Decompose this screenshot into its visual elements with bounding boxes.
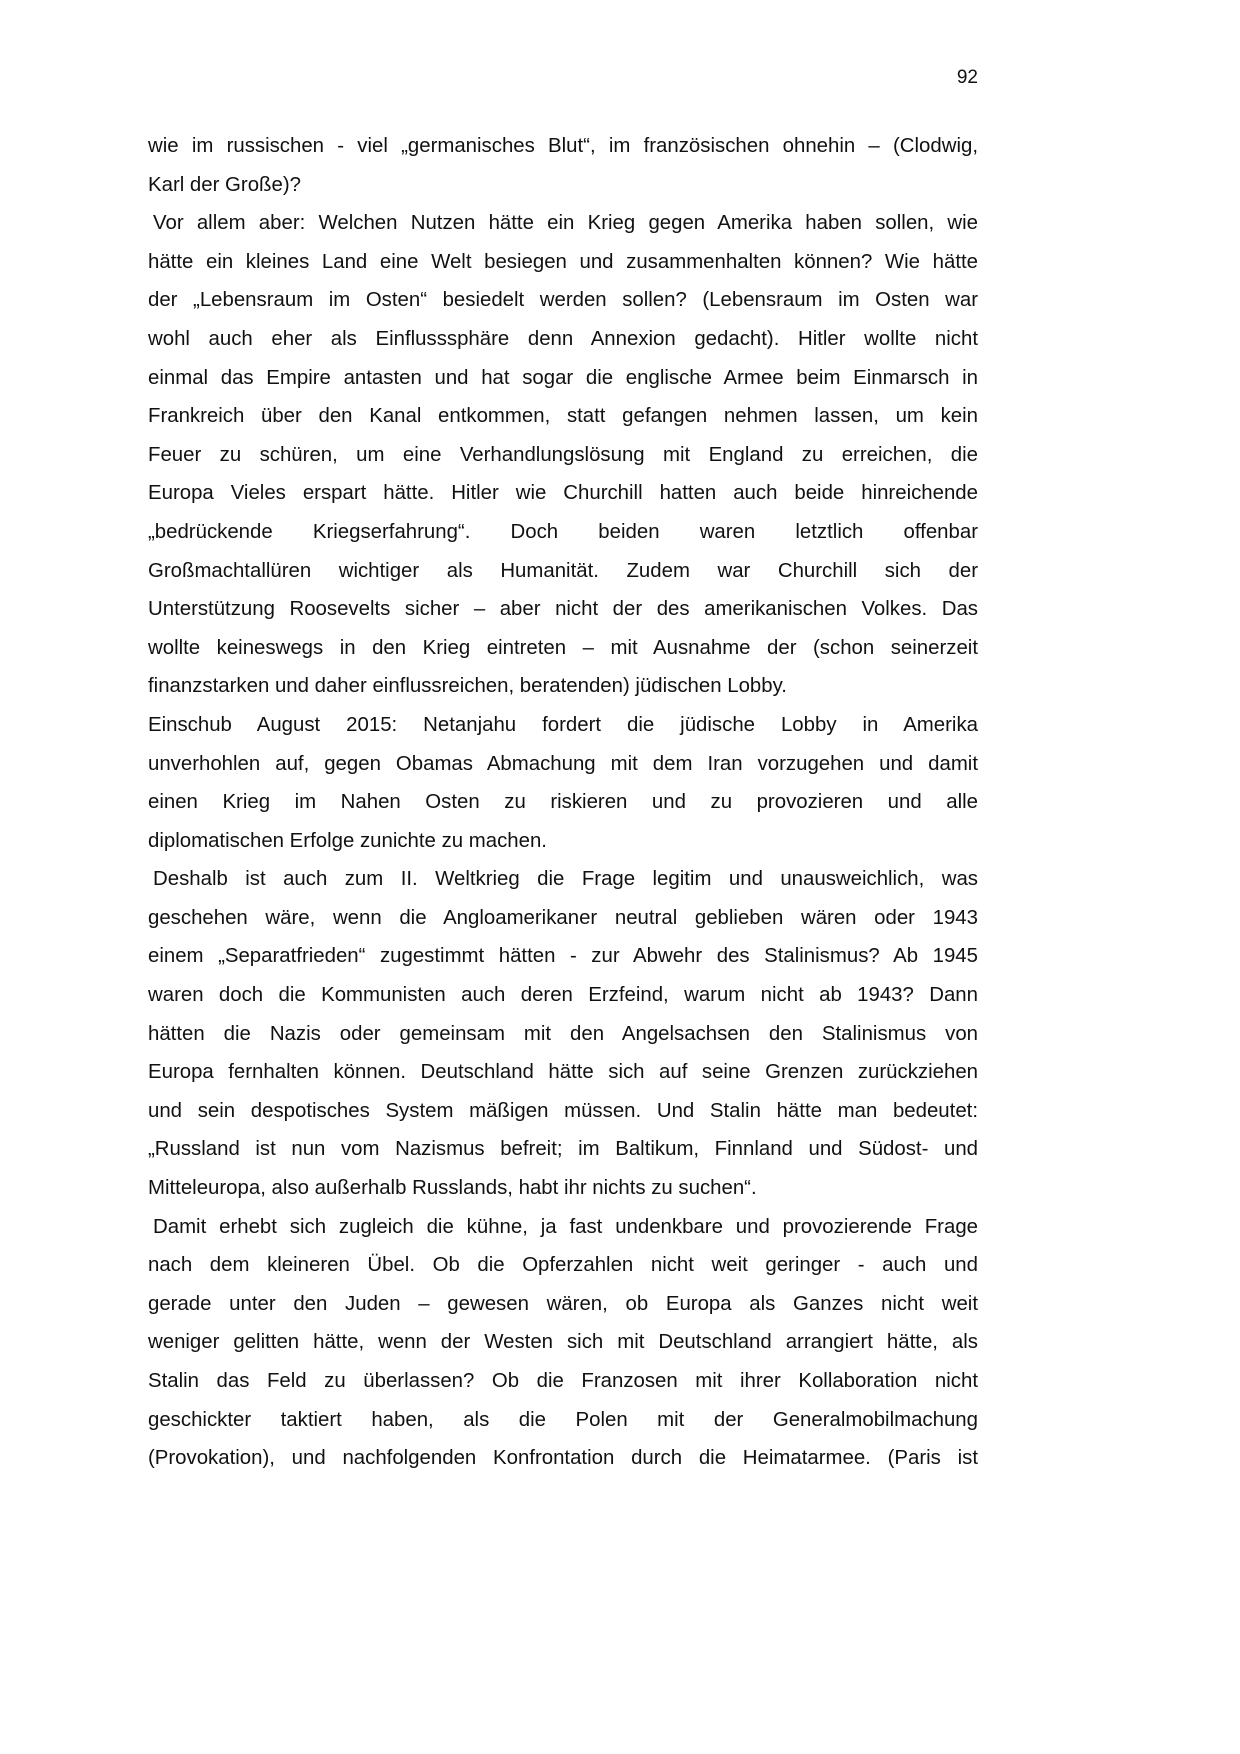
text-line: nach dem kleineren Übel. Ob die Opferzahlen nicht weit geringer - auch und [148, 1254, 978, 1277]
text-line: unverhohlen auf, gegen Obamas Abmachung mit dem Iran vorzugehen und damit [148, 752, 978, 775]
text-line: einmal das Empire antasten und hat sogar die englische Armee beim Einmarsch in [148, 366, 978, 389]
text-line: geschickter taktiert haben, als die Polen mit der Generalmobilmachung [148, 1408, 978, 1431]
text-line: (Provokation), und nachfolgenden Konfrontation durch die Heimatarmee. (Paris ist [148, 1447, 978, 1470]
text-line: wohl auch eher als Einflusssphäre denn Annexion gedacht). Hitler wollte nicht [148, 327, 978, 350]
text-line: Mitteleuropa, also außerhalb Russlands, habt ihr nichts zu suchen“. [148, 1177, 757, 1200]
text-line: der „Lebensraum im Osten“ besiedelt werden sollen? (Lebensraum im Osten war [148, 289, 978, 312]
text-line: einem „Separatfrieden“ zugestimmt hätten - zur Abwehr des Stalinismus? Ab 1945 [148, 945, 978, 968]
page-number: 92 [956, 67, 978, 88]
text-line: waren doch die Kommunisten auch deren Erzfeind, warum nicht ab 1943? Dann [148, 984, 978, 1007]
text-line: Damit erhebt sich zugleich die kühne, ja fast undenkbare und provozierende Frage [153, 1215, 978, 1238]
text-line: hätte ein kleines Land eine Welt besiegen und zusammenhalten können? Wie hätte [148, 250, 978, 273]
text-line: hätten die Nazis oder gemeinsam mit den Angelsachsen den Stalinismus von [148, 1022, 978, 1045]
text-line: wollte keineswegs in den Krieg eintreten – mit Ausnahme der (schon seinerzeit [148, 636, 978, 659]
text-line: finanzstarken und daher einflussreichen, beratenden) jüdischen Lobby. [148, 675, 787, 698]
text-line: geschehen wäre, wenn die Angloamerikaner neutral geblieben wären oder 1943 [148, 906, 978, 929]
text-line: Frankreich über den Kanal entkommen, statt gefangen nehmen lassen, um kein [148, 405, 978, 428]
text-line: Feuer zu schüren, um eine Verhandlungslösung mit England zu erreichen, die [148, 443, 978, 466]
text-line: weniger gelitten hätte, wenn der Westen sich mit Deutschland arrangiert hätte, als [148, 1331, 978, 1354]
body-text [148, 131, 978, 1482]
text-line: diplomatischen Erfolge zunichte zu machen. [148, 829, 547, 852]
text-line: gerade unter den Juden – gewesen wären, ob Europa als Ganzes nicht weit [148, 1292, 978, 1315]
text-line: Großmachtallüren wichtiger als Humanität. Zudem war Churchill sich der [148, 559, 978, 582]
text-line: „bedrückende Kriegserfahrung“. Doch beiden waren letztlich offenbar [148, 520, 978, 543]
text-line: einen Krieg im Nahen Osten zu riskieren und zu provozieren und alle [148, 791, 978, 814]
text-line: „Russland ist nun vom Nazismus befreit; im Baltikum, Finnland und Südost- und [148, 1138, 978, 1161]
text-line: Unterstützung Roosevelts sicher – aber nicht der des amerikanischen Volkes. Das [148, 598, 978, 621]
text-line: Karl der Große)? [148, 173, 301, 196]
text-line: Deshalb ist auch zum II. Weltkrieg die Frage legitim und unausweichlich, was [153, 868, 978, 891]
text-line: Stalin das Feld zu überlassen? Ob die Franzosen mit ihrer Kollaboration nicht [148, 1370, 978, 1392]
text-line: Vor allem aber: Welchen Nutzen hätte ein Krieg gegen Amerika haben sollen, wie [153, 212, 978, 235]
text-line: und sein despotisches System mäßigen müssen. Und Stalin hätte man bedeutet: [148, 1099, 978, 1122]
text-line: wie im russischen - viel „germanisches Blut“, im französischen ohnehin – (Clodwig, [148, 135, 978, 157]
text-line: Europa Vieles erspart hätte. Hitler wie Churchill hatten auch beide hinreichende [148, 482, 978, 505]
text-line: Einschub August 2015: Netanjahu fordert die jüdische Lobby in Amerika [148, 713, 978, 736]
text-line: Europa fernhalten können. Deutschland hätte sich auf seine Grenzen zurückziehen [148, 1061, 978, 1084]
